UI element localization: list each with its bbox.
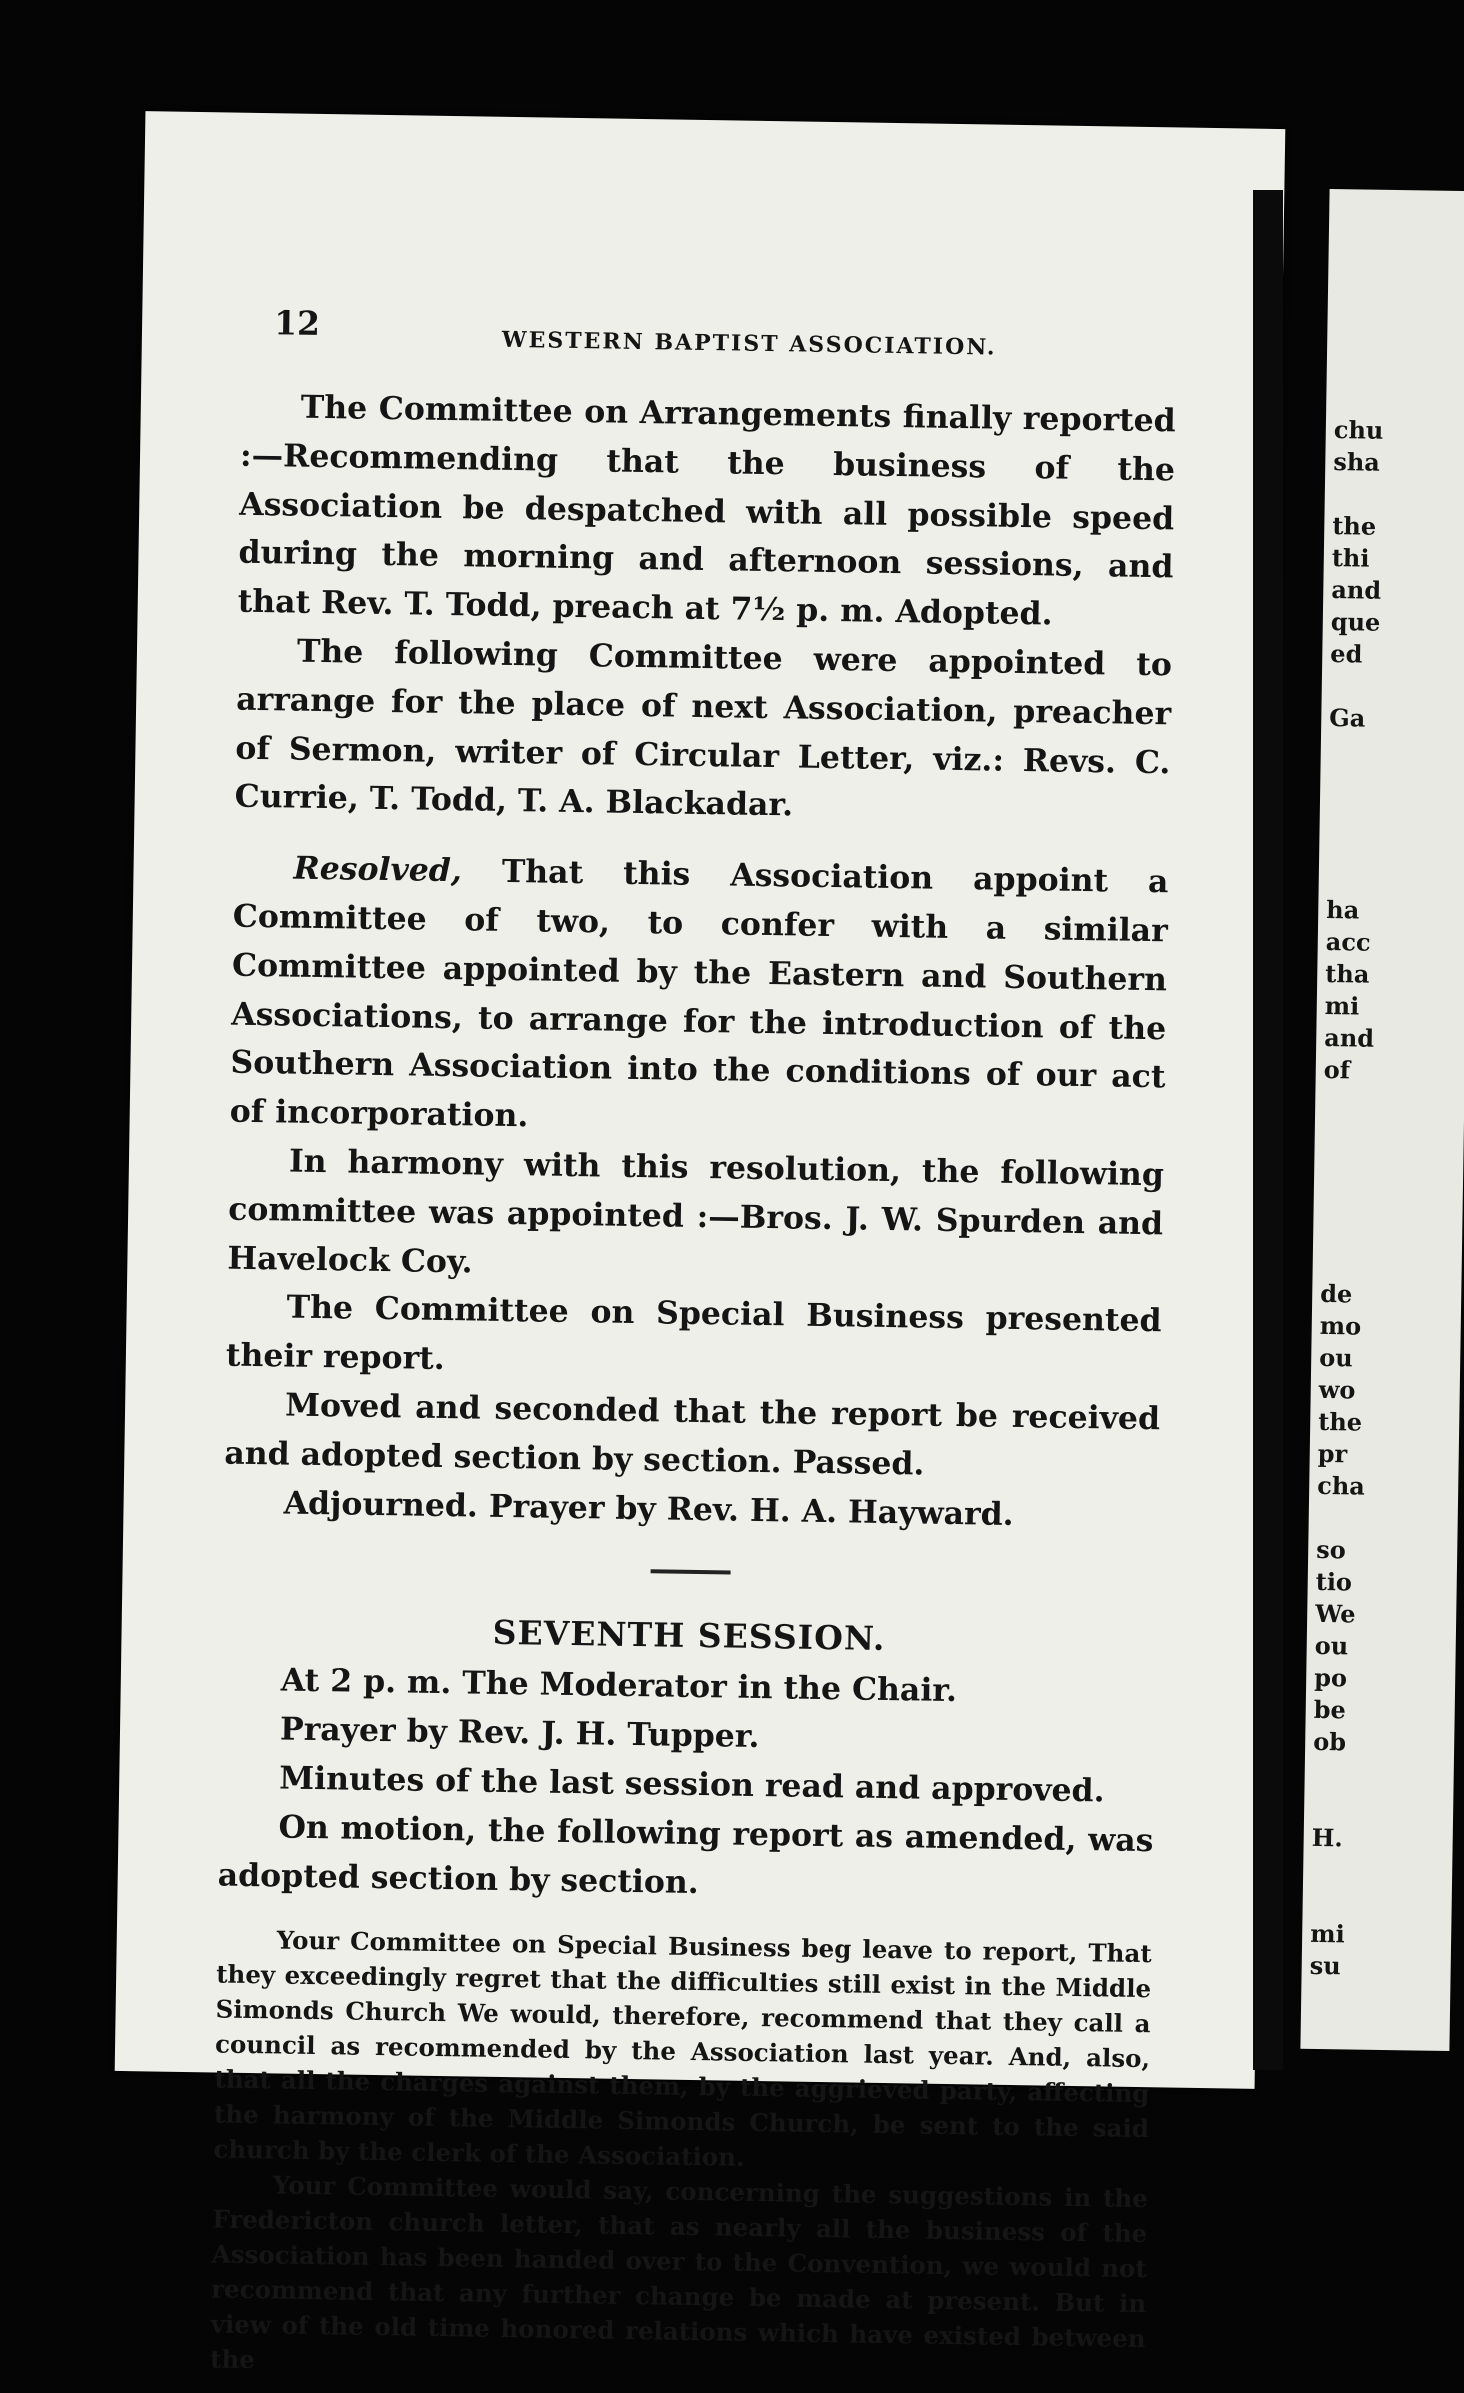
book-gutter <box>1253 190 1283 2070</box>
facing-line <box>1330 670 1380 703</box>
facing-line: tio <box>1315 1566 1353 1597</box>
arrangements-paragraph: The Committee on Arrangements finally reported :—Recommending that the business of the Association be despatched with all possible speed during the morning and afternoon sessions, and that Rev. T. Todd, preach at 7½ p. m. Adopted. <box>237 388 1177 633</box>
facing-line: ed <box>1330 639 1363 669</box>
facing-line: so <box>1316 1534 1347 1565</box>
harmony-paragraph: In harmony with this resolution, the following committee was appointed :—Bros. J. W. Spurden and Havelock Coy. <box>227 1142 1165 1280</box>
facing-line: Ga <box>1329 703 1366 733</box>
facing-line <box>1321 1214 1371 1247</box>
facing-line: the <box>1318 1406 1363 1437</box>
facing-line <box>1323 1086 1373 1119</box>
facing-line: ha <box>1326 894 1360 925</box>
resolved-paragraph <box>229 844 1168 1151</box>
facing-line: tha <box>1325 958 1370 989</box>
facing-page <box>1300 189 1464 2051</box>
session-line: At 2 p. m. The Moderator in the Chair. <box>280 1661 958 1710</box>
facing-line: acc <box>1325 926 1371 957</box>
facing-line <box>1310 1886 1360 1919</box>
adjourned-line: Adjourned. Prayer by Rev. H. A. Hayward. <box>283 1484 1014 1533</box>
facing-line <box>1328 766 1378 799</box>
facing-line: H. <box>1311 1822 1343 1853</box>
facing-line: po <box>1314 1662 1348 1693</box>
resolved-lead: Resolved, <box>293 849 463 890</box>
special-business-line: The Committee on Special Business presented their report. <box>225 1288 1162 1378</box>
facing-line: mi <box>1309 1918 1345 1949</box>
facing-line <box>1333 478 1383 511</box>
facing-line <box>1327 830 1377 863</box>
facing-line: mo <box>1319 1310 1362 1341</box>
facing-line: ou <box>1319 1342 1353 1373</box>
facing-line: of <box>1323 1054 1351 1085</box>
facing-line: We <box>1315 1598 1356 1629</box>
moved-paragraph: Moved and seconded that the report be received and adopted section by section. Passed. <box>224 1386 1161 1483</box>
facing-line <box>1321 1246 1371 1279</box>
facing-line: ob <box>1313 1726 1347 1757</box>
facing-line <box>1316 1502 1366 1535</box>
facing-line: su <box>1309 1950 1341 1981</box>
book-page <box>115 111 1286 2375</box>
facing-line: ou <box>1314 1630 1349 1661</box>
facing-line: and <box>1331 575 1382 605</box>
page-number: 12 <box>273 303 321 343</box>
facing-line: mi <box>1324 990 1360 1021</box>
facing-line: thi <box>1331 543 1370 573</box>
facing-line <box>1311 1854 1361 1887</box>
facing-line: pr <box>1317 1438 1348 1469</box>
facing-line <box>1312 1790 1362 1823</box>
section-title: SEVENTH SESSION. <box>492 1613 886 1659</box>
committee-paragraph: The following Committee were appointed to arrange for the place of next Association, preacher of Sermon, writer of Circular Letter, viz.: Revs. C. Currie, T. Todd, T. A. Blackadar. <box>234 632 1173 824</box>
facing-line <box>1322 1150 1372 1183</box>
session-line: On motion, the following report as amended, was adopted section by section. <box>217 1808 1154 1901</box>
running-header: WESTERN BAPTIST ASSOCIATION. <box>501 326 997 361</box>
facing-line: de <box>1320 1278 1353 1309</box>
report-block <box>210 1922 1152 2392</box>
facing-line: chu <box>1333 415 1384 445</box>
facing-line: que <box>1330 607 1381 637</box>
facing-line: cha <box>1317 1470 1366 1501</box>
report-paragraph: Your Committee on Special Business beg leave to report, That they exceedingly regret that the difficulties still exist in the Middle Simonds Church We would, therefore, recommend that they call a council as recommended by the Association last year. And, also, that all the charges against them, by the aggrieved party, affecting the harmony of the Middle Simonds Church, be sent to the said church by the clerk of the Association. <box>213 1925 1152 2173</box>
facing-line: the <box>1332 511 1377 541</box>
facing-line <box>1323 1118 1373 1151</box>
session-line: Minutes of the last session read and approved. <box>279 1759 1105 1810</box>
facing-line <box>1329 734 1379 767</box>
facing-page-fragments <box>1309 414 1383 1983</box>
facing-line: wo <box>1318 1374 1356 1405</box>
facing-line: and <box>1324 1022 1375 1053</box>
facing-line: be <box>1313 1694 1347 1725</box>
facing-line: sha <box>1333 447 1381 477</box>
report-paragraph: Your Committee would say, concerning the suggestions in the Fredericton church letter, that as nearly all the business of the Association has been handed over to the Convention, we would not recommend that any further change be made at present. But in view of the old time honored relations which have existed between the <box>209 2170 1149 2375</box>
top-paragraphs <box>234 383 1176 837</box>
facing-line <box>1327 862 1377 895</box>
facing-line <box>1322 1182 1372 1215</box>
resolved-text: That this Association appoint a Committee of two, to confer with a similar Committee appointed by the Eastern and Southern Associations, to arrange for the introduction of the Southern Association into the conditions of our act of incorporation. <box>229 852 1169 1135</box>
section-divider <box>650 1570 730 1575</box>
session-line: Prayer by Rev. J. H. Tupper. <box>279 1710 760 1756</box>
page-body <box>210 383 1176 2392</box>
facing-line <box>1328 798 1378 831</box>
facing-line <box>1312 1758 1362 1791</box>
